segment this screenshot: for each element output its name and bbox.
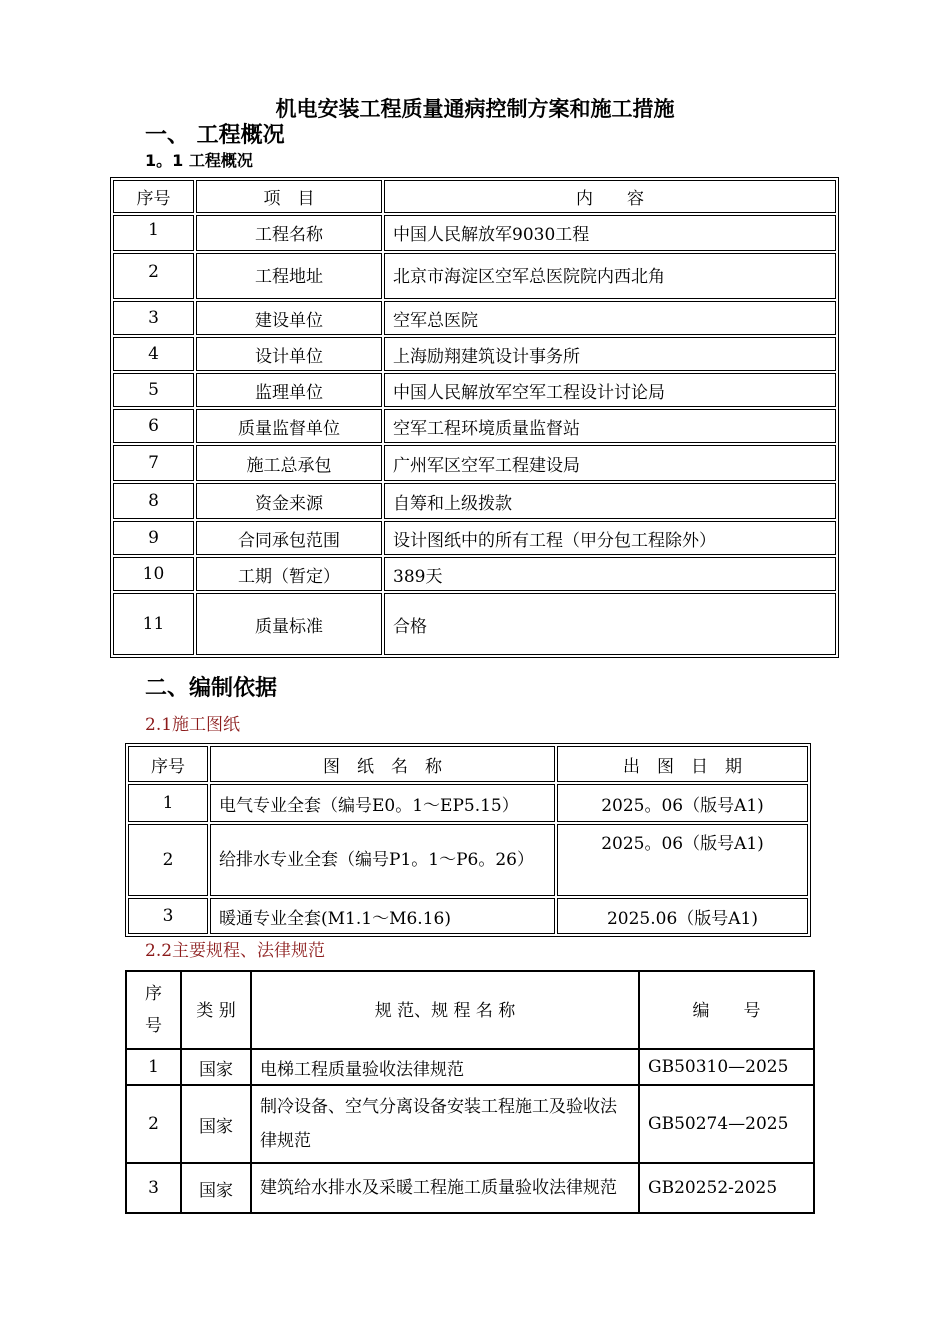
row-number: 2 xyxy=(128,824,208,896)
code-name: 建筑给水排水及采暖工程施工质量验收法律规范 xyxy=(251,1163,639,1213)
row-number: 6 xyxy=(113,409,194,443)
table-row xyxy=(113,483,836,519)
table-row xyxy=(113,215,836,251)
row-item: 建设单位 xyxy=(196,301,382,335)
drawing-date: 2025。06（版号A1) xyxy=(557,824,808,896)
table-row xyxy=(126,1163,814,1213)
code-number: GB50274—2025 xyxy=(639,1085,814,1163)
header-cell: 出 图 日 期 xyxy=(557,746,808,782)
row-item: 监理单位 xyxy=(196,373,382,407)
code-name: 制冷设备、空气分离设备安装工程施工及验收法律规范 xyxy=(251,1085,639,1163)
header-cell: 类 别 xyxy=(181,971,251,1049)
codes-table xyxy=(125,970,815,1214)
row-number: 9 xyxy=(113,521,194,555)
row-number: 3 xyxy=(126,1163,181,1213)
codes-subheading: 2.2主要规程、法律规范 xyxy=(145,941,326,961)
document-title: 机电安装工程质量通病控制方案和施工措施 xyxy=(275,97,675,121)
section2-heading: 二、编制依据 xyxy=(145,676,278,701)
table-header-row xyxy=(128,746,808,782)
table-row xyxy=(113,521,836,555)
row-content: 自筹和上级拨款 xyxy=(384,483,836,519)
row-item: 施工总承包 xyxy=(196,445,382,481)
row-number: 2 xyxy=(113,253,194,299)
drawing-date: 2025。06（版号A1) xyxy=(557,784,808,822)
row-number: 5 xyxy=(113,373,194,407)
row-item: 资金来源 xyxy=(196,483,382,519)
section1-heading: 一、 工程概况 xyxy=(145,123,285,148)
code-category: 国家 xyxy=(181,1085,251,1163)
code-number: GB20252-2025 xyxy=(639,1163,814,1213)
row-content: 空军总医院 xyxy=(384,301,836,335)
row-number: 11 xyxy=(113,593,194,655)
row-content: 设计图纸中的所有工程（甲分包工程除外） xyxy=(384,521,836,555)
table-row xyxy=(126,1049,814,1085)
row-item: 工期（暂定） xyxy=(196,557,382,591)
table-row xyxy=(128,898,808,934)
header-cell: 项 目 xyxy=(196,180,382,213)
table-header-row xyxy=(126,971,814,1049)
table-row xyxy=(128,784,808,822)
row-item: 质量监督单位 xyxy=(196,409,382,443)
code-number: GB50310—2025 xyxy=(639,1049,814,1085)
code-category: 国家 xyxy=(181,1049,251,1085)
header-cell: 序号 xyxy=(113,180,194,213)
drawing-name: 电气专业全套（编号E0。1～EP5.15） xyxy=(210,784,555,822)
row-content: 空军工程环境质量监督站 xyxy=(384,409,836,443)
code-category: 国家 xyxy=(181,1163,251,1213)
row-number: 10 xyxy=(113,557,194,591)
row-number: 1 xyxy=(113,215,194,251)
table-row xyxy=(113,593,836,655)
table-row xyxy=(113,557,836,591)
drawings-table xyxy=(125,743,811,937)
header-cell: 图 纸 名 称 xyxy=(210,746,555,782)
row-item: 合同承包范围 xyxy=(196,521,382,555)
table-row xyxy=(126,1085,814,1163)
header-cell: 序号 xyxy=(126,971,181,1049)
table-row xyxy=(113,253,836,299)
row-item: 设计单位 xyxy=(196,337,382,371)
code-name: 电梯工程质量验收法律规范 xyxy=(251,1049,639,1085)
row-content: 合格 xyxy=(384,593,836,655)
table-row xyxy=(113,301,836,335)
table-row xyxy=(113,337,836,371)
header-cell: 规 范、规 程 名 称 xyxy=(251,971,639,1049)
row-content: 广州军区空军工程建设局 xyxy=(384,445,836,481)
drawing-name: 给排水专业全套（编号P1。1～P6。26） xyxy=(210,824,555,896)
overview-table xyxy=(110,177,839,658)
row-number: 7 xyxy=(113,445,194,481)
row-number: 2 xyxy=(126,1085,181,1163)
row-number: 4 xyxy=(113,337,194,371)
row-content: 北京市海淀区空军总医院院内西北角 xyxy=(384,253,836,299)
table-row xyxy=(113,373,836,407)
table-row xyxy=(113,445,836,481)
table-row xyxy=(113,409,836,443)
row-number: 1 xyxy=(128,784,208,822)
row-content: 上海励翔建筑设计事务所 xyxy=(384,337,836,371)
header-cell: 内 容 xyxy=(384,180,836,213)
drawings-subheading: 2.1施工图纸 xyxy=(145,715,241,735)
drawing-name: 暖通专业全套(M1.1～M6.16) xyxy=(210,898,555,934)
section1-subheading: 1。1 工程概况 xyxy=(145,151,253,170)
row-number: 3 xyxy=(128,898,208,934)
row-item: 工程地址 xyxy=(196,253,382,299)
row-item: 质量标准 xyxy=(196,593,382,655)
row-content: 中国人民解放军9030工程 xyxy=(384,215,836,251)
drawing-date: 2025.06（版号A1) xyxy=(557,898,808,934)
row-number: 3 xyxy=(113,301,194,335)
row-content: 389天 xyxy=(384,557,836,591)
row-number: 8 xyxy=(113,483,194,519)
header-cell: 编 号 xyxy=(639,971,814,1049)
row-item: 工程名称 xyxy=(196,215,382,251)
table-row xyxy=(128,824,808,896)
row-content: 中国人民解放军空军工程设计讨论局 xyxy=(384,373,836,407)
header-cell: 序号 xyxy=(128,746,208,782)
row-number: 1 xyxy=(126,1049,181,1085)
table-header-row xyxy=(113,180,836,213)
